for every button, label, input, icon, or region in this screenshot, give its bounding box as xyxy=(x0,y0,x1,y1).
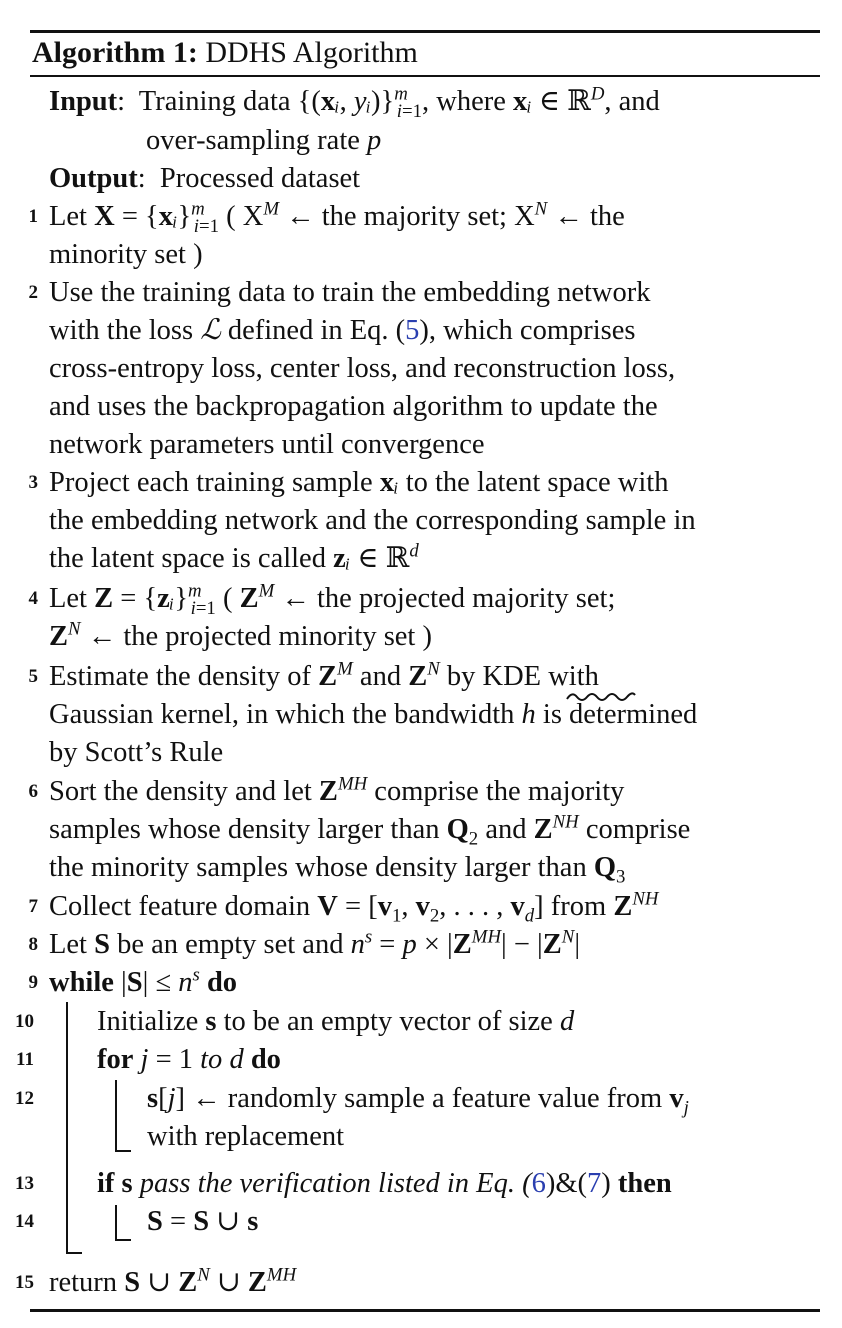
line-number: 1 xyxy=(28,206,38,227)
step-14: S = S ∪ s xyxy=(147,1206,259,1237)
step-3-cont: the latent space is called zᵢ ∈ ℝ$^d$ xyxy=(49,540,419,574)
line-number: 6 xyxy=(28,781,38,802)
line-number: 4 xyxy=(28,588,38,609)
step-4: Let Z = {zᵢ}$^m_{i=1}$ ( $Z^M$ ← the projected majority set; xyxy=(49,580,616,619)
bottom-rule xyxy=(30,1309,820,1312)
input-label: Input xyxy=(49,86,118,117)
line-number: 14 xyxy=(15,1211,34,1232)
if-block-bar xyxy=(115,1205,117,1241)
line-number: 5 xyxy=(28,666,38,687)
if-block-end xyxy=(115,1239,131,1241)
algorithm-title xyxy=(32,34,418,72)
line-number: 10 xyxy=(15,1011,34,1032)
step-12: s[j] ← randomly sample a feature value from $v_j$ xyxy=(147,1083,689,1119)
algorithm-label: Algorithm 1: xyxy=(32,36,198,69)
step-1: Let X = {xᵢ}$^m_{i=1}$ ( $X^M$ ← the majority set; $X^N$ ← the xyxy=(49,198,625,237)
step-5: Estimate the density of $Z^M$ and $Z^N$ by KDE with xyxy=(49,658,599,692)
step-8: Let S be an empty set and $n^s = p \times |Z^{MH}| - |Z^N|$ xyxy=(49,926,581,960)
line-number: 13 xyxy=(15,1173,34,1194)
step-9: while $|S| \le n^s$ do xyxy=(49,964,238,998)
output-label: Output xyxy=(49,163,138,194)
step-2: Use the training data to train the embedding network xyxy=(49,277,651,308)
line-number: 7 xyxy=(28,896,38,917)
step-2-cont: network parameters until convergence xyxy=(49,429,485,460)
step-4-cont: $Z^N$ ← the projected minority set ) xyxy=(49,618,432,652)
line-number: 8 xyxy=(28,934,38,955)
kde-term: KDE xyxy=(482,661,542,692)
equation-7-link[interactable]: 7 xyxy=(587,1168,602,1199)
step-3-cont: the embedding network and the corresponding sample in xyxy=(49,505,696,536)
equation-5-link[interactable]: 5 xyxy=(405,315,420,346)
while-block-end xyxy=(66,1252,82,1254)
step-15: return S ∪ $Z^N$ ∪ $Z^{MH}$ xyxy=(49,1264,297,1298)
line-number: 12 xyxy=(15,1088,34,1109)
step-2-cont: with the loss ℒ defined in Eq. (5), which comprises xyxy=(49,315,636,346)
step-2-cont: and uses the backpropagation algorithm to update the xyxy=(49,391,658,422)
top-rule xyxy=(30,30,820,33)
line-number: 15 xyxy=(15,1272,34,1293)
step-5-cont: Gaussian kernel, in which the bandwidth h is determined xyxy=(49,699,698,730)
step-13: if s pass the verification listed in Eq. (6)&(7) then xyxy=(97,1168,672,1199)
output-line: Output: Processed dataset xyxy=(49,163,361,194)
step-6-cont: samples whose density larger than $Q_2$ and $Z^{NH}$ comprise xyxy=(49,811,691,850)
input-line: Input: Training data {(xᵢ, yᵢ)}$^m_{i=1}$, where xᵢ ∈ ℝ$^D$, and xyxy=(49,83,660,122)
step-5-cont: by Scott’s Rule xyxy=(49,737,224,768)
step-6: Sort the density and let $Z^{MH}$ comprise the majority xyxy=(49,773,625,807)
for-block-bar xyxy=(115,1080,117,1152)
header-rule xyxy=(30,75,820,77)
line-number: 11 xyxy=(16,1049,34,1070)
step-7: Collect feature domain $V = [v_1$, $v_2$, . . . , $v_d$] from $Z^{NH}$ xyxy=(49,888,659,927)
line-number: 9 xyxy=(28,972,38,993)
line-number: 3 xyxy=(28,472,38,493)
step-12-cont: with replacement xyxy=(147,1121,345,1152)
equation-6-link[interactable]: 6 xyxy=(531,1168,546,1199)
step-11: for j = 1 to d do xyxy=(97,1044,281,1075)
line-number: 2 xyxy=(28,282,38,303)
input-text: Training data xyxy=(138,86,291,117)
output-text: Processed dataset xyxy=(159,163,361,194)
for-block-end xyxy=(115,1150,131,1152)
step-6-cont: the minority samples whose density larger than $Q_3$ xyxy=(49,852,626,888)
algorithm-name: DDHS Algorithm xyxy=(205,36,418,69)
step-1-cont: minority set ) xyxy=(49,239,203,270)
input-line-2: over-sampling rate p xyxy=(146,125,382,156)
step-10: Initialize s to be an empty vector of size d xyxy=(97,1006,575,1037)
while-block-bar xyxy=(66,1002,68,1254)
step-3: Project each training sample xᵢ to the latent space with xyxy=(49,467,669,498)
step-2-cont: cross-entropy loss, center loss, and reconstruction loss, xyxy=(49,353,676,384)
